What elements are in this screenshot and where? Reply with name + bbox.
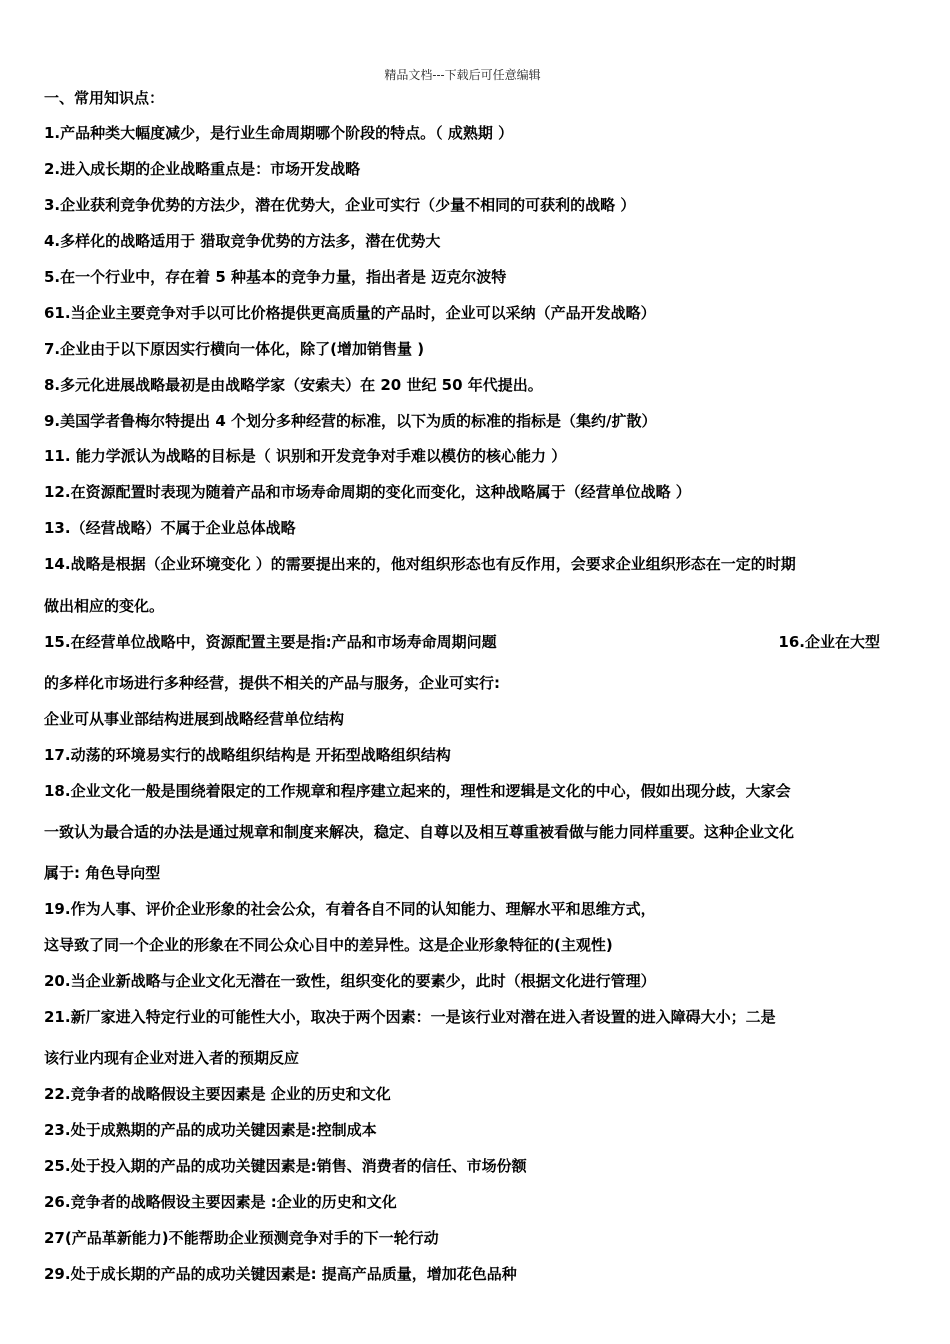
text-line: 26.竞争者的战略假设主要因素是 :企业的历史和文化 (44, 1193, 397, 1211)
text-line: 15.在经营单位战略中，资源配置主要是指:产品和市场寿命周期问题 (44, 633, 497, 651)
page-header: 精品文档---下载后可任意编辑 (384, 68, 541, 82)
text-line: 5.在一个行业中，存在着 5 种基本的竞争力量，指出者是 迈克尔波特 (44, 268, 507, 286)
text-line: 一致认为最合适的办法是通过规章和制度来解决，稳定、自尊以及相互尊重被看做与能力同样重要。这种企业文化 (44, 823, 795, 841)
text-line-right: 16.企业在大型 (778, 633, 880, 651)
text-line: 23.处于成熟期的产品的成功关键因素是:控制成本 (44, 1121, 377, 1139)
text-line: 1.产品种类大幅度减少，是行业生命周期哪个阶段的特点。（ 成熟期 ） (44, 124, 514, 142)
text-line: 13.（经营战略）不属于企业总体战略 (44, 519, 296, 537)
text-line: 4.多样化的战略适用于 猎取竞争优势的方法多，潜在优势大 (44, 232, 441, 250)
text-line: 的多样化市场进行多种经营，提供不相关的产品与服务，企业可实行: (44, 674, 501, 692)
text-line: 18.企业文化一般是围绕着限定的工作规章和程序建立起来的，理性和逻辑是文化的中心，假如出现分歧，大家会 (44, 782, 791, 800)
text-line: 这导致了同一个企业的形象在不同公众心目中的差异性。这是企业形象特征的(主观性) (44, 936, 613, 954)
text-line: 企业可从事业部结构进展到战略经营单位结构 (44, 710, 345, 728)
text-line: 9.美国学者鲁梅尔特提出 4 个划分多种经营的标准，以下为质的标准的指标是（集约/扩散） (44, 412, 657, 430)
text-line: 3.企业获利竞争优势的方法少，潜在优势大，企业可实行（少量不相同的可获利的战略 ） (44, 196, 636, 214)
text-line: 2.进入成长期的企业战略重点是：市场开发战略 (44, 160, 361, 178)
text-line: 8.多元化进展战略最初是由战略学家（安索夫）在 20 世纪 50 年代提出。 (44, 376, 543, 394)
text-line: 22.竞争者的战略假设主要因素是 企业的历史和文化 (44, 1085, 391, 1103)
text-line: 19.作为人事、评价企业形象的社会公众，有着各自不同的认知能力、理解水平和思维方式， (44, 900, 656, 918)
text-line: 61.当企业主要竞争对手以可比价格提供更高质量的产品时，企业可以采纳（产品开发战略） (44, 304, 656, 322)
section-title: 一、常用知识点： (44, 89, 165, 107)
text-line: 17.动荡的环境易实行的战略组织结构是 开拓型战略组织结构 (44, 746, 451, 764)
text-line: 12.在资源配置时表现为随着产品和市场寿命周期的变化而变化，这种战略属于（经营单位战略 ） (44, 483, 691, 501)
text-line: 25.处于投入期的产品的成功关键因素是:销售、消费者的信任、市场份额 (44, 1157, 527, 1175)
text-line: 29.处于成长期的产品的成功关键因素是: 提高产品质量，增加花色品种 (44, 1265, 517, 1283)
text-line: 7.企业由于以下原因实行横向一体化，除了(增加销售量 ) (44, 340, 425, 358)
text-line: 该行业内现有企业对进入者的预期反应 (44, 1049, 300, 1067)
text-line: 27(产品革新能力)不能帮助企业预测竞争对手的下一轮行动 (44, 1229, 439, 1247)
text-line: 21.新厂家进入特定行业的可能性大小，取决于两个因素：一是该行业对潜在进入者设置的进入障碍大小；二是 (44, 1008, 776, 1026)
text-line: 14.战略是根据（企业环境变化 ）的需要提出来的，他对组织形态也有反作用，会要求企业组织形态在一定的时期 (44, 555, 796, 573)
text-line: 20.当企业新战略与企业文化无潜在一致性，组织变化的要素少，此时（根据文化进行管理） (44, 972, 656, 990)
text-line: 做出相应的变化。 (44, 597, 165, 615)
text-line: 11. 能力学派认为战略的目标是（ 识别和开发竞争对手难以模仿的核心能力 ） (44, 447, 567, 465)
text-line: 属于: 角色导向型 (44, 864, 161, 882)
